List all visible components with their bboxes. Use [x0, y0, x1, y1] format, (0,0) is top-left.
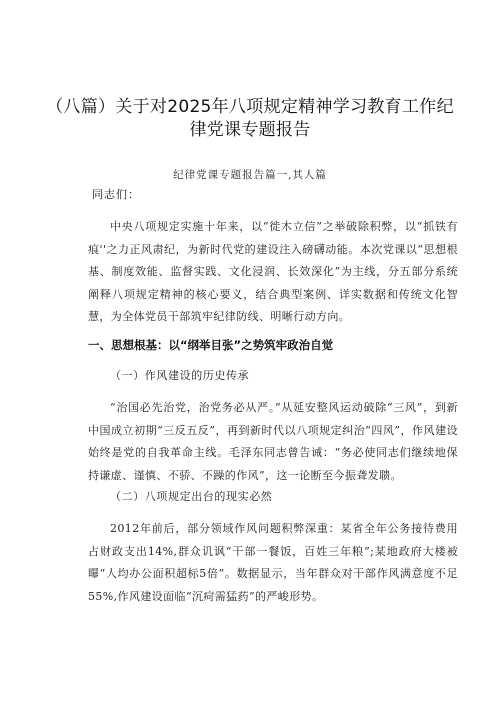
document-title-line-2: 律党课专题报告 [189, 120, 311, 140]
intro-paragraph: 中央八项规定实施十年来，以“徙木立信”之举破除积弊，以“抓铁有痕''之力正风肃纪，为新时代党的建设注入磅礴动能。本次党课以“思想根基、制度效能、监督实践、文化浸润、长效深化”为主线，分五部分系统阐释八项规定精神的核心要义，结合典型案例、详实数据和传统文化智慧，为全体党员干部筑牢纪律防线、明晰行动方向。 [88, 220, 458, 324]
section-1-heading: 一、思想根基：以“纲举目张”之势筑牢政治自觉 [88, 338, 334, 352]
history-paragraph: “治国必先治党，治党务必从严。”从延安整风运动破除“三风”，到新中国成立初期“三反五反”，再到新时代以八项规定纠治“四风”，作风建设始终是党的自我革命主线。毛泽东同志曾告诫：“务必使同志们继续地保持谦虚、谨慎、不骄、不躁的作风”，这一论断至今振聋发聩。 [88, 401, 458, 482]
salutation: 同志们： [92, 188, 140, 201]
document-title-line-1: （八篇）关于对2025年八项规定精神学习教育工作纪 [46, 97, 454, 117]
document-subtitle: 纪律党课专题报告篇一,其人篇 [173, 169, 327, 181]
subsection-1-heading: （一）作风建设的历史传承 [110, 369, 250, 382]
reality-paragraph: 2012年前后，部分领域作风问题积弊深重：某省全年公务接待费用占财政支出14%,群众讥讽“干部一餐饭，百姓三年粮”;某地政府大楼被曝“人均办公面积超标5倍”。数据显示，当年群众对干部作风满意度不足55%,作风建设面临“沉疴需猛药”的严峻形势。 [88, 522, 458, 603]
subsection-2-heading: （二）八项规定出台的现实必然 [110, 490, 273, 503]
